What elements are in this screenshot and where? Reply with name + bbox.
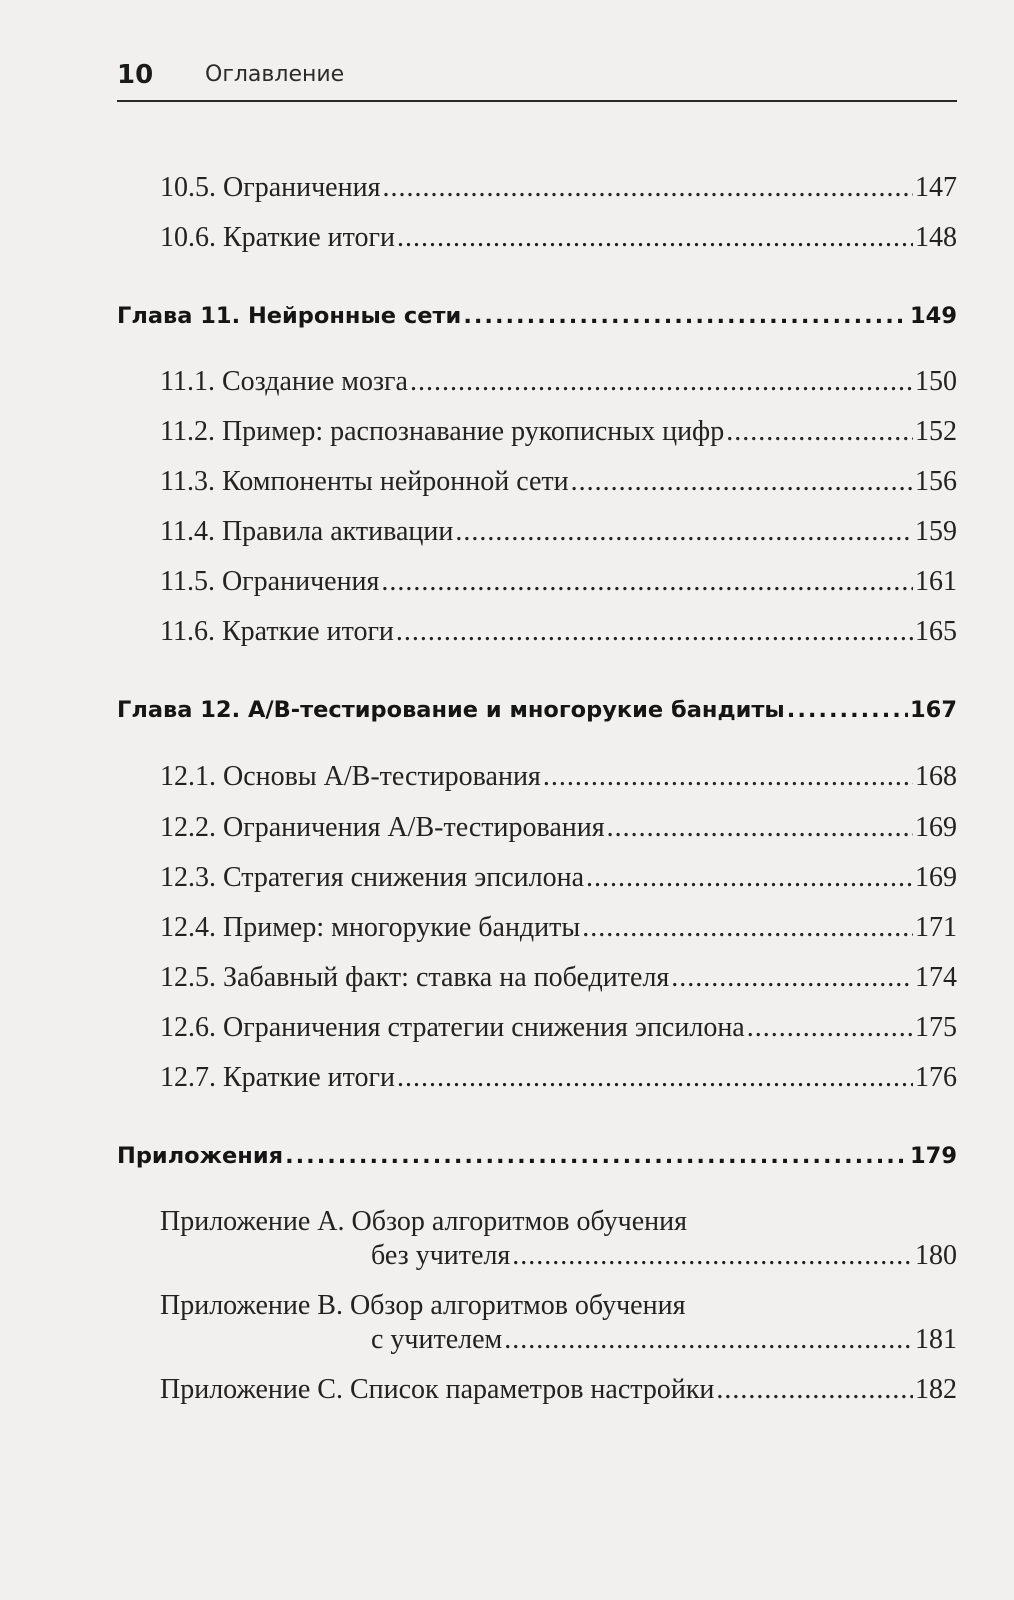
toc-entry — [160, 962, 957, 994]
toc-entry-label: 11.6. Краткие итоги — [160, 616, 394, 647]
toc-entry — [160, 172, 957, 204]
toc-appendix-title: Приложение A. Обзор алгоритмов обучения — [160, 1206, 687, 1237]
toc-entry-page: 161 — [915, 566, 957, 597]
toc-entry-page: 180 — [915, 1240, 957, 1271]
dot-leader — [582, 912, 913, 944]
running-header — [117, 56, 957, 102]
toc-entry-label: 11.3. Компоненты нейронной сети — [160, 466, 569, 497]
toc-entry-label: 12.1. Основы A/B-тестирования — [160, 761, 541, 792]
toc-entry-label: 12.2. Ограничения A/B-тестирования — [160, 812, 605, 843]
dot-leader — [397, 1062, 913, 1094]
toc-entry — [160, 862, 957, 894]
toc-entry-label: 12.3. Стратегия снижения эпсилона — [160, 862, 585, 893]
dot-leader — [396, 616, 913, 648]
dot-leader — [571, 466, 913, 498]
toc-entry — [160, 516, 957, 548]
dot-leader — [381, 566, 913, 598]
toc-entry — [160, 1062, 957, 1094]
dot-leader — [455, 516, 913, 548]
dot-leader — [543, 761, 913, 793]
toc-entry-page: 176 — [915, 1062, 957, 1093]
toc-entry — [160, 812, 957, 844]
toc-chapter-label: Глава 11. Нейронные сети — [117, 303, 462, 329]
dot-leader — [716, 1374, 913, 1406]
toc-entry-page: 159 — [915, 516, 957, 547]
dot-leader — [504, 1324, 913, 1356]
toc-entry — [160, 616, 957, 648]
toc-entry-label: с учителем — [371, 1324, 503, 1355]
toc-entry — [371, 1240, 957, 1272]
toc-chapter — [117, 697, 957, 723]
toc-entry-label: без учителя — [371, 1240, 511, 1271]
dot-leader — [787, 697, 908, 723]
toc-entry — [160, 761, 957, 793]
toc-entry-label: 12.5. Забавный факт: ставка на победителя — [160, 962, 670, 993]
toc-entry — [160, 912, 957, 944]
toc-entry — [160, 1374, 957, 1406]
dot-leader — [397, 222, 913, 254]
dot-leader — [607, 812, 913, 844]
page-number: 10 — [117, 60, 154, 90]
toc-chapter — [117, 1143, 957, 1169]
toc-entry-label: Приложение C. Список параметров настройки — [160, 1374, 715, 1405]
dot-leader — [382, 172, 913, 204]
toc-chapter-page: 149 — [910, 303, 957, 329]
toc-entry-label: 12.7. Краткие итоги — [160, 1062, 395, 1093]
toc-entry-page: 156 — [915, 466, 957, 497]
toc-entry-label: 11.2. Пример: распознавание рукописных цифр — [160, 416, 725, 447]
toc-chapter — [117, 303, 957, 329]
dot-leader — [586, 862, 913, 894]
toc-chapter-page: 167 — [910, 697, 957, 723]
toc-entry-page: 148 — [915, 222, 957, 253]
toc-entry-page: 150 — [915, 366, 957, 397]
toc-entry-page: 174 — [915, 962, 957, 993]
toc-entry-label: 12.4. Пример: многорукие бандиты — [160, 912, 581, 943]
toc-entry-page: 182 — [915, 1374, 957, 1405]
toc-entry-page: 152 — [915, 416, 957, 447]
toc-entry — [160, 466, 957, 498]
toc-entry — [160, 1012, 957, 1044]
toc-entry-label: 12.6. Ограничения стратегии снижения эпсилона — [160, 1012, 745, 1043]
toc-appendix-title: Приложение B. Обзор алгоритмов обучения — [160, 1290, 686, 1321]
toc-entry-page: 171 — [915, 912, 957, 943]
dot-leader — [410, 366, 913, 398]
toc-entry-page: 168 — [915, 761, 957, 792]
toc-entry-label: 10.5. Ограничения — [160, 172, 381, 203]
toc-chapter-label: Глава 12. A/B-тестирование и многорукие бандиты — [117, 697, 785, 723]
toc-entry-page: 169 — [915, 812, 957, 843]
toc-entry-label: 10.6. Краткие итоги — [160, 222, 395, 253]
toc-entry — [160, 416, 957, 448]
toc-entry-label: 11.4. Правила активации — [160, 516, 454, 547]
dot-leader — [285, 1143, 908, 1169]
dot-leader — [463, 303, 908, 329]
toc-entry-label: 11.5. Ограничения — [160, 566, 380, 597]
toc-entry-page: 175 — [915, 1012, 957, 1043]
toc-entry — [160, 366, 957, 398]
dot-leader — [747, 1012, 913, 1044]
toc-entry-label: 11.1. Создание мозга — [160, 366, 408, 397]
toc-entry — [371, 1324, 957, 1356]
dot-leader — [671, 962, 913, 994]
toc-entry — [160, 566, 957, 598]
dot-leader — [726, 416, 913, 448]
dot-leader — [512, 1240, 913, 1272]
toc-entry-page: 181 — [915, 1324, 957, 1355]
toc-chapter-page: 179 — [910, 1143, 957, 1169]
toc-entry-page: 147 — [915, 172, 957, 203]
running-title: Оглавление — [205, 62, 345, 87]
toc-entry — [160, 222, 957, 254]
toc-entry-page: 165 — [915, 616, 957, 647]
toc-chapter-label: Приложения — [117, 1143, 284, 1169]
toc-entry-page: 169 — [915, 862, 957, 893]
